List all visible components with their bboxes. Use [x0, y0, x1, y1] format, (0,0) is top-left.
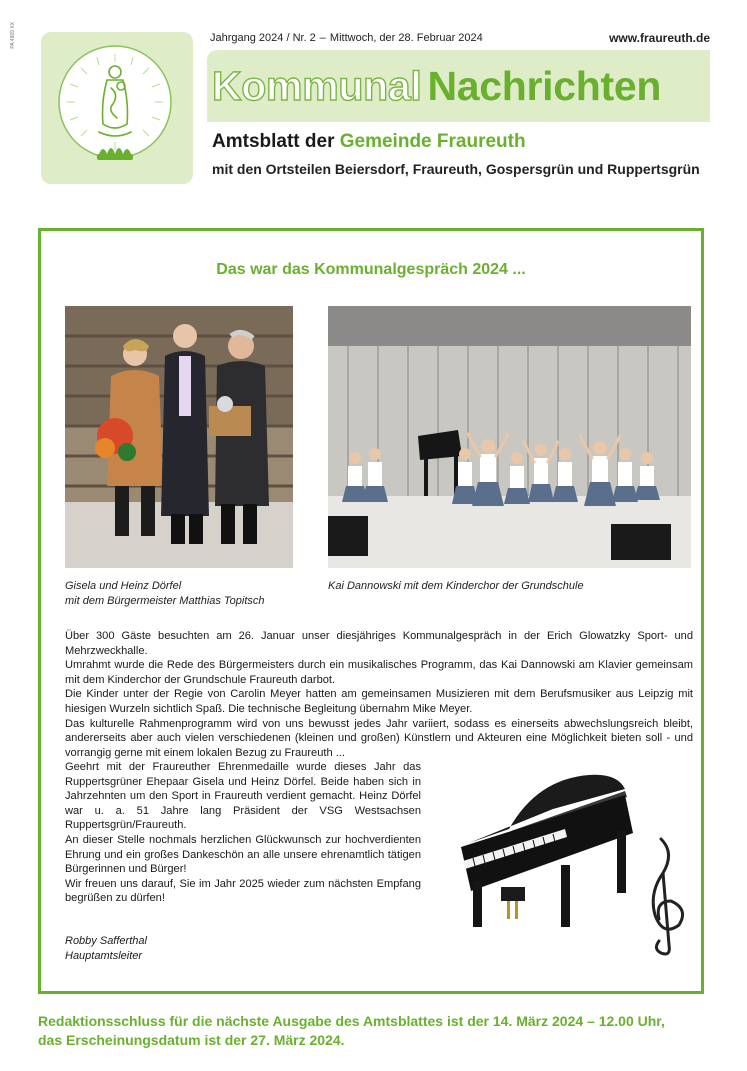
- caption-honorees-line2: mit dem Bürgermeister Matthias Topitsch: [65, 595, 265, 607]
- caption-choir: Kai Dannowski mit dem Kinderchor der Grundschule: [328, 580, 584, 592]
- signature-title: Hauptamtsleiter: [65, 950, 143, 962]
- title-part-kommunal: Kommunal: [212, 63, 422, 109]
- masthead-title: [212, 58, 661, 114]
- subtitle-prefix: Amtsblatt der: [212, 131, 335, 152]
- issue-separator: –: [319, 32, 326, 44]
- paragraph: Die Kinder unter der Regie von Carolin Meyer hatten am gemeinsamen Musizieren mit dem Berufsmusiker aus Leipzig mit hiesigen Wurzeln sichtlich Spaß. Die technische Begleitung übernahm Mike Meyer.: [65, 688, 693, 715]
- postal-code-mark: PA 4869 XX: [10, 22, 16, 49]
- issue-date: Mittwoch, der 28. Februar 2024: [329, 32, 483, 44]
- website-link[interactable]: www.fraureuth.de: [609, 31, 710, 45]
- title-part-nachrichten: Nachrichten: [427, 63, 662, 109]
- treble-clef-icon: [653, 839, 682, 954]
- logo-emblem-icon: [41, 32, 193, 184]
- municipal-logo: [41, 32, 193, 184]
- photo-honorees: [65, 306, 293, 568]
- paragraph: Über 300 Gäste besuchten am 26. Januar unser diesjähriges Kommunalgespräch in der Erich Glowatzky Sport- und Mehrzweckhalle.: [65, 630, 693, 657]
- article-headline: Das war das Kommunalgespräch 2024 ...: [216, 261, 526, 278]
- deadline-line2: das Erscheinungsdatum ist der 27. März 2024.: [38, 1032, 345, 1048]
- paragraph: Umrahmt wurde die Rede des Bürgermeisters durch ein musikalisches Programm, das Kai Dannowski am Klavier gemeinsam mit dem Kinderchor der Grundschule Fraureuth darbot.: [65, 659, 693, 686]
- article-body-wide: [65, 629, 693, 760]
- article-body-narrow: [65, 760, 421, 906]
- caption-honorees-line1: Gisela und Heinz Dörfel: [65, 580, 182, 592]
- paragraph: An dieser Stelle nochmals herzlichen Glückwunsch zur hochverdienten Ehrung und ein großes Dankeschön an alle unsere ehrenamtlich tätigen Bürgerinnen und Bürger!: [65, 833, 421, 876]
- masthead-subtitle: [212, 131, 526, 153]
- issue-line: [210, 32, 483, 44]
- masthead-districts: mit den Ortsteilen Beiersdorf, Fraureuth, Gospersgrün und Ruppertsgrün: [212, 161, 700, 177]
- deadline-notice: [38, 1012, 710, 1050]
- article-signature: [65, 934, 147, 964]
- photo-choir: [328, 306, 691, 568]
- piano-illustration-icon: [449, 769, 699, 959]
- caption-honorees: [65, 579, 295, 609]
- issue-number: Jahrgang 2024 / Nr. 2: [210, 32, 316, 44]
- paragraph: Geehrt mit der Fraureuther Ehrenmedaille wurde dieses Jahr das Ruppertsgrüner Ehepaar Gisela und Heinz Dörfel. Beide haben sich in Jahrzehnten um den Sport in Fraureuth verdient gemacht. Heinz Dörfel war u. a. 51 Jahre lang Präsident der VSG Westsachsen Ruppertsgrün/Fraureuth.: [65, 761, 421, 832]
- article-frame: [38, 228, 704, 994]
- paragraph: Wir freuen uns darauf, Sie im Jahr 2025 wieder zum nächsten Empfang begrüßen zu dürfen!: [65, 877, 421, 905]
- paragraph: Das kulturelle Rahmenprogramm wird von uns bewusst jedes Jahr variiert, sodass es einerseits abwechslungsreich bleibt, andererseits aber auch vielen verschiedenen (kleinen und großen) Künstlern und Akteuren eine Möglichkeit bieten soll - und vorrangig gerne mit einem lokalen Bezug zu Fraureuth ...: [65, 717, 693, 759]
- signature-name: Robby Safferthal: [65, 935, 147, 947]
- subtitle-highlight: Gemeinde Fraureuth: [339, 131, 526, 152]
- deadline-line1: Redaktionsschluss für die nächste Ausgabe des Amtsblattes ist der 14. März 2024 – 12.00 Uhr,: [38, 1013, 665, 1029]
